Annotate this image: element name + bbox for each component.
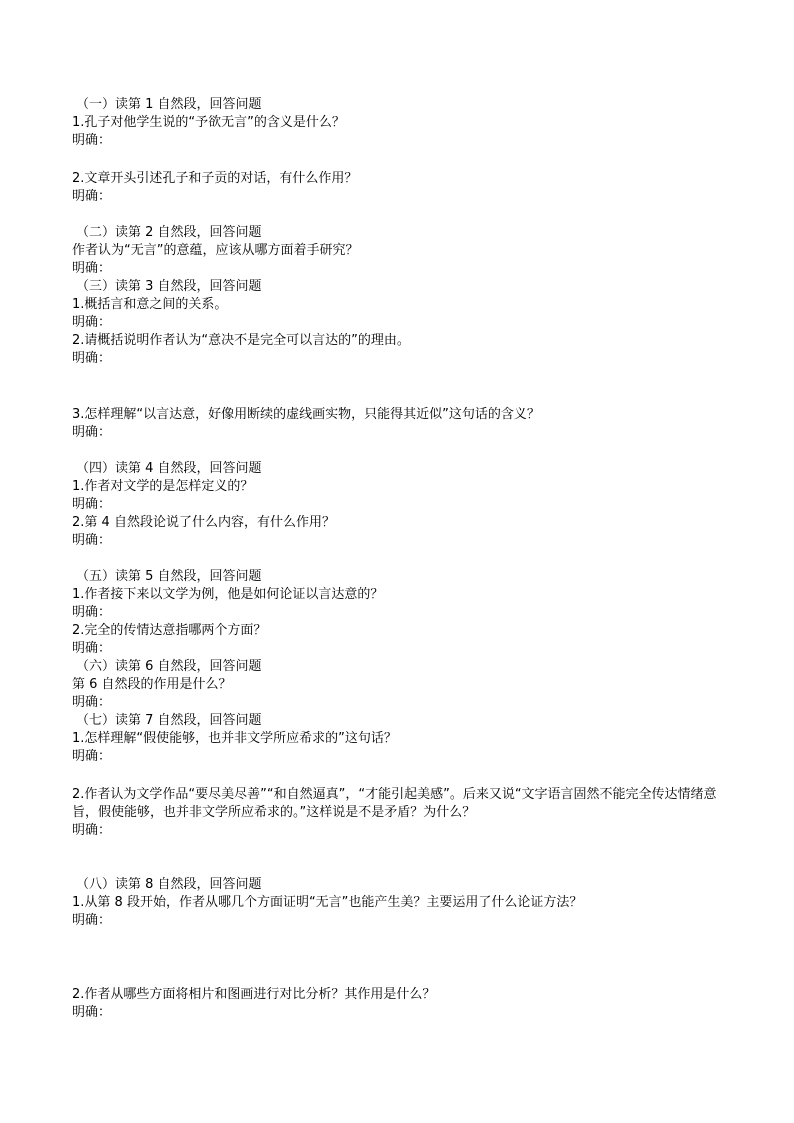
answer-label: 明确： <box>72 749 112 764</box>
answer-label: 明确： <box>72 133 112 148</box>
answer-label: 明确： <box>72 261 112 276</box>
answer-label: 明确： <box>72 189 112 204</box>
answer-label: 明确： <box>72 315 112 330</box>
question-5-1: 1.作者接下来以文学为例，他是如何论证以言达意的？ <box>72 587 384 602</box>
question-8-1: 1.从第 8 段开始，作者从哪几个方面证明“无言”也能产生美？主要运用了什么论证方法？ <box>72 895 583 910</box>
answer-label: 明确： <box>72 497 112 512</box>
question-1-2: 2.文章开头引述孔子和子贡的对话，有什么作用？ <box>72 171 358 186</box>
answer-label: 明确： <box>72 695 112 710</box>
section-heading-1: （一）读第 1 自然段，回答问题 <box>76 97 262 112</box>
section-heading-5: （五）读第 5 自然段，回答问题 <box>76 569 262 584</box>
question-7-2: 2.作者认为文学作品“要尽美尽善”“和自然逼真”，“才能引起美感”。后来又说“文字语言固然不能完全传达情绪意旨，假使能够，也并非文学所应希求的。”这样说是不是矛盾？为什么？ <box>72 787 717 820</box>
answer-label: 明确： <box>72 351 112 366</box>
question-5-2: 2.完全的传情达意指哪两个方面？ <box>72 623 267 638</box>
question-3-1: 1.概括言和意之间的关系。 <box>72 297 228 312</box>
answer-label: 明确： <box>72 425 112 440</box>
question-3-3: 3.怎样理解“以言达意，好像用断续的虚线画实物，只能得其近似”这句话的含义？ <box>72 407 540 422</box>
answer-label: 明确： <box>72 913 112 928</box>
question-3-2: 2.请概括说明作者认为“意决不是完全可以言达的”的理由。 <box>72 333 410 348</box>
answer-label: 明确： <box>72 1005 112 1020</box>
answer-label: 明确： <box>72 641 112 656</box>
answer-label: 明确： <box>72 533 112 548</box>
section-heading-2: （二）读第 2 自然段，回答问题 <box>76 225 262 240</box>
section-heading-7: （七）读第 7 自然段，回答问题 <box>76 713 262 728</box>
question-7-1: 1.怎样理解“假使能够，也并非文学所应希求的”这句话？ <box>72 731 397 746</box>
question-8-2: 2.作者从哪些方面将相片和图画进行对比分析？其作用是什么？ <box>72 987 436 1002</box>
answer-label: 明确： <box>72 823 112 838</box>
question-4-2: 2.第 4 自然段论说了什么内容，有什么作用？ <box>72 515 335 530</box>
section-heading-4: （四）读第 4 自然段，回答问题 <box>76 461 262 476</box>
section-heading-6: （六）读第 6 自然段，回答问题 <box>76 659 262 674</box>
question-4-1: 1.作者对文学的是怎样定义的？ <box>72 479 254 494</box>
question-2-1: 作者认为“无言”的意蕴，应该从哪方面着手研究？ <box>72 243 359 258</box>
question-1-1: 1.孔子对他学生说的“予欲无言”的含义是什么？ <box>72 115 345 130</box>
section-heading-8: （八）读第 8 自然段，回答问题 <box>76 877 262 892</box>
section-heading-3: （三）读第 3 自然段，回答问题 <box>76 279 262 294</box>
answer-label: 明确： <box>72 605 112 620</box>
question-6-1: 第 6 自然段的作用是什么？ <box>72 677 232 692</box>
